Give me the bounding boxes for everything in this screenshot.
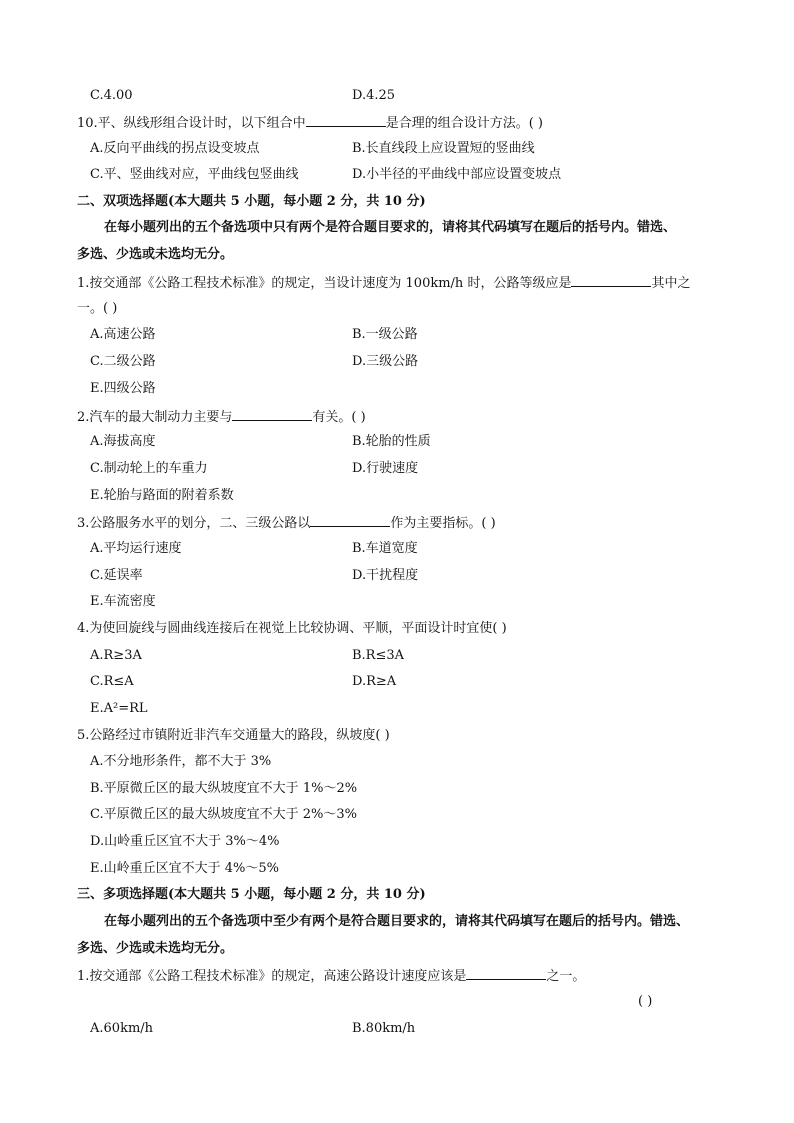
question-text: 3.公路服务水平的划分，二、三级公路以 — [77, 516, 311, 531]
option-text: C.延误率 — [90, 568, 143, 583]
section-instructions: 在每小题列出的五个备选项中至少有两个是符合题目要求的，请将其代码填写在题后的括号内。错选、 — [104, 914, 690, 929]
question-text: 之一。 — [546, 969, 586, 984]
option-text: A.不分地形条件，都不大于 3% — [90, 754, 272, 769]
option-text: B.一级公路 — [352, 327, 418, 342]
answer-bracket: ( ) — [638, 994, 653, 1009]
option-text: C.制动轮上的车重力 — [90, 461, 208, 476]
option-text: A.高速公路 — [90, 327, 156, 342]
question-2 — [77, 407, 366, 427]
answer-blank — [310, 513, 390, 527]
section-heading: 三、多项选择题(本大题共 5 小题，每小题 2 分，共 10 分) — [77, 887, 426, 902]
question-3 — [77, 513, 496, 533]
option-text: C.4.00 — [90, 88, 133, 103]
option-text: B.80km/h — [352, 1021, 416, 1036]
option-text: E.车流密度 — [90, 594, 156, 609]
option-text: E.A²=RL — [90, 701, 148, 716]
option-text: B.车道宽度 — [352, 541, 418, 556]
question-text: 1.按交通部《公路工程技术标准》的规定，当设计速度为 100km/h 时，公路等级应是 — [77, 276, 572, 291]
option-text: B.平原微丘区的最大纵坡度宜不大于 1%～2% — [90, 781, 358, 796]
question-1 — [77, 273, 690, 293]
answer-blank — [571, 273, 651, 287]
question-text: 作为主要指标。( ) — [390, 516, 496, 531]
question-text: 10.平、纵线形组合设计时，以下组合中 — [77, 116, 306, 131]
option-text: C.R≤A — [90, 674, 134, 689]
question-10 — [77, 113, 543, 133]
option-text: C.平原微丘区的最大纵坡度宜不大于 2%～3% — [90, 807, 357, 822]
option-text: D.干扰程度 — [352, 568, 419, 583]
option-text: A.R≥3A — [90, 648, 142, 663]
question-text: 是合理的组合设计方法。( ) — [385, 116, 543, 131]
section-instructions: 在每小题列出的五个备选项中只有两个是符合题目要求的，请将其代码填写在题后的括号内。错选、 — [104, 220, 677, 235]
option-text: D.三级公路 — [352, 354, 419, 369]
option-text: D.R≥A — [352, 674, 397, 689]
option-text: A.60km/h — [90, 1021, 154, 1036]
option-text: A.平均运行速度 — [90, 541, 182, 556]
question-1 — [77, 966, 585, 986]
question-text: 1.按交通部《公路工程技术标准》的规定，高速公路设计速度应该是 — [77, 969, 467, 984]
section-heading: 二、双项选择题(本大题共 5 小题，每小题 2 分，共 10 分) — [77, 194, 426, 209]
option-text: D.4.25 — [352, 88, 396, 103]
question-text: 2.汽车的最大制动力主要与 — [77, 410, 233, 425]
question-text: 有关。( ) — [312, 410, 366, 425]
section-instructions: 多选、少选或未选均无分。 — [77, 247, 234, 262]
question-4: 4.为使回旋线与圆曲线连接后在视觉上比较协调、平顺，平面设计时宜使( ) — [77, 621, 507, 636]
option-text: D.行驶速度 — [352, 461, 419, 476]
answer-blank — [232, 407, 312, 421]
option-text: D.山岭重丘区宜不大于 3%～4% — [90, 834, 280, 849]
question-text: 其中之 — [651, 276, 691, 291]
section-instructions: 多选、少选或未选均无分。 — [77, 941, 234, 956]
option-text: E.轮胎与路面的附着系数 — [90, 488, 234, 503]
option-text: B.R≤3A — [352, 648, 405, 663]
option-text: C.二级公路 — [90, 354, 156, 369]
option-text: E.山岭重丘区宜不大于 4%～5% — [90, 861, 280, 876]
option-text: E.四级公路 — [90, 381, 156, 396]
option-text: A.反向平曲线的拐点设变坡点 — [90, 141, 260, 156]
question-text: 一。( ) — [77, 301, 118, 316]
option-text: D.小半径的平曲线中部应设置变坡点 — [352, 167, 562, 182]
question-5: 5.公路经过市镇附近非汽车交通量大的路段，纵坡度( ) — [77, 728, 390, 743]
answer-blank — [466, 966, 546, 980]
option-text: C.平、竖曲线对应，平曲线包竖曲线 — [90, 167, 299, 182]
option-text: B.长直线段上应设置短的竖曲线 — [352, 141, 535, 156]
answer-blank — [306, 113, 386, 127]
option-text: A.海拔高度 — [90, 434, 156, 449]
option-text: B.轮胎的性质 — [352, 434, 431, 449]
